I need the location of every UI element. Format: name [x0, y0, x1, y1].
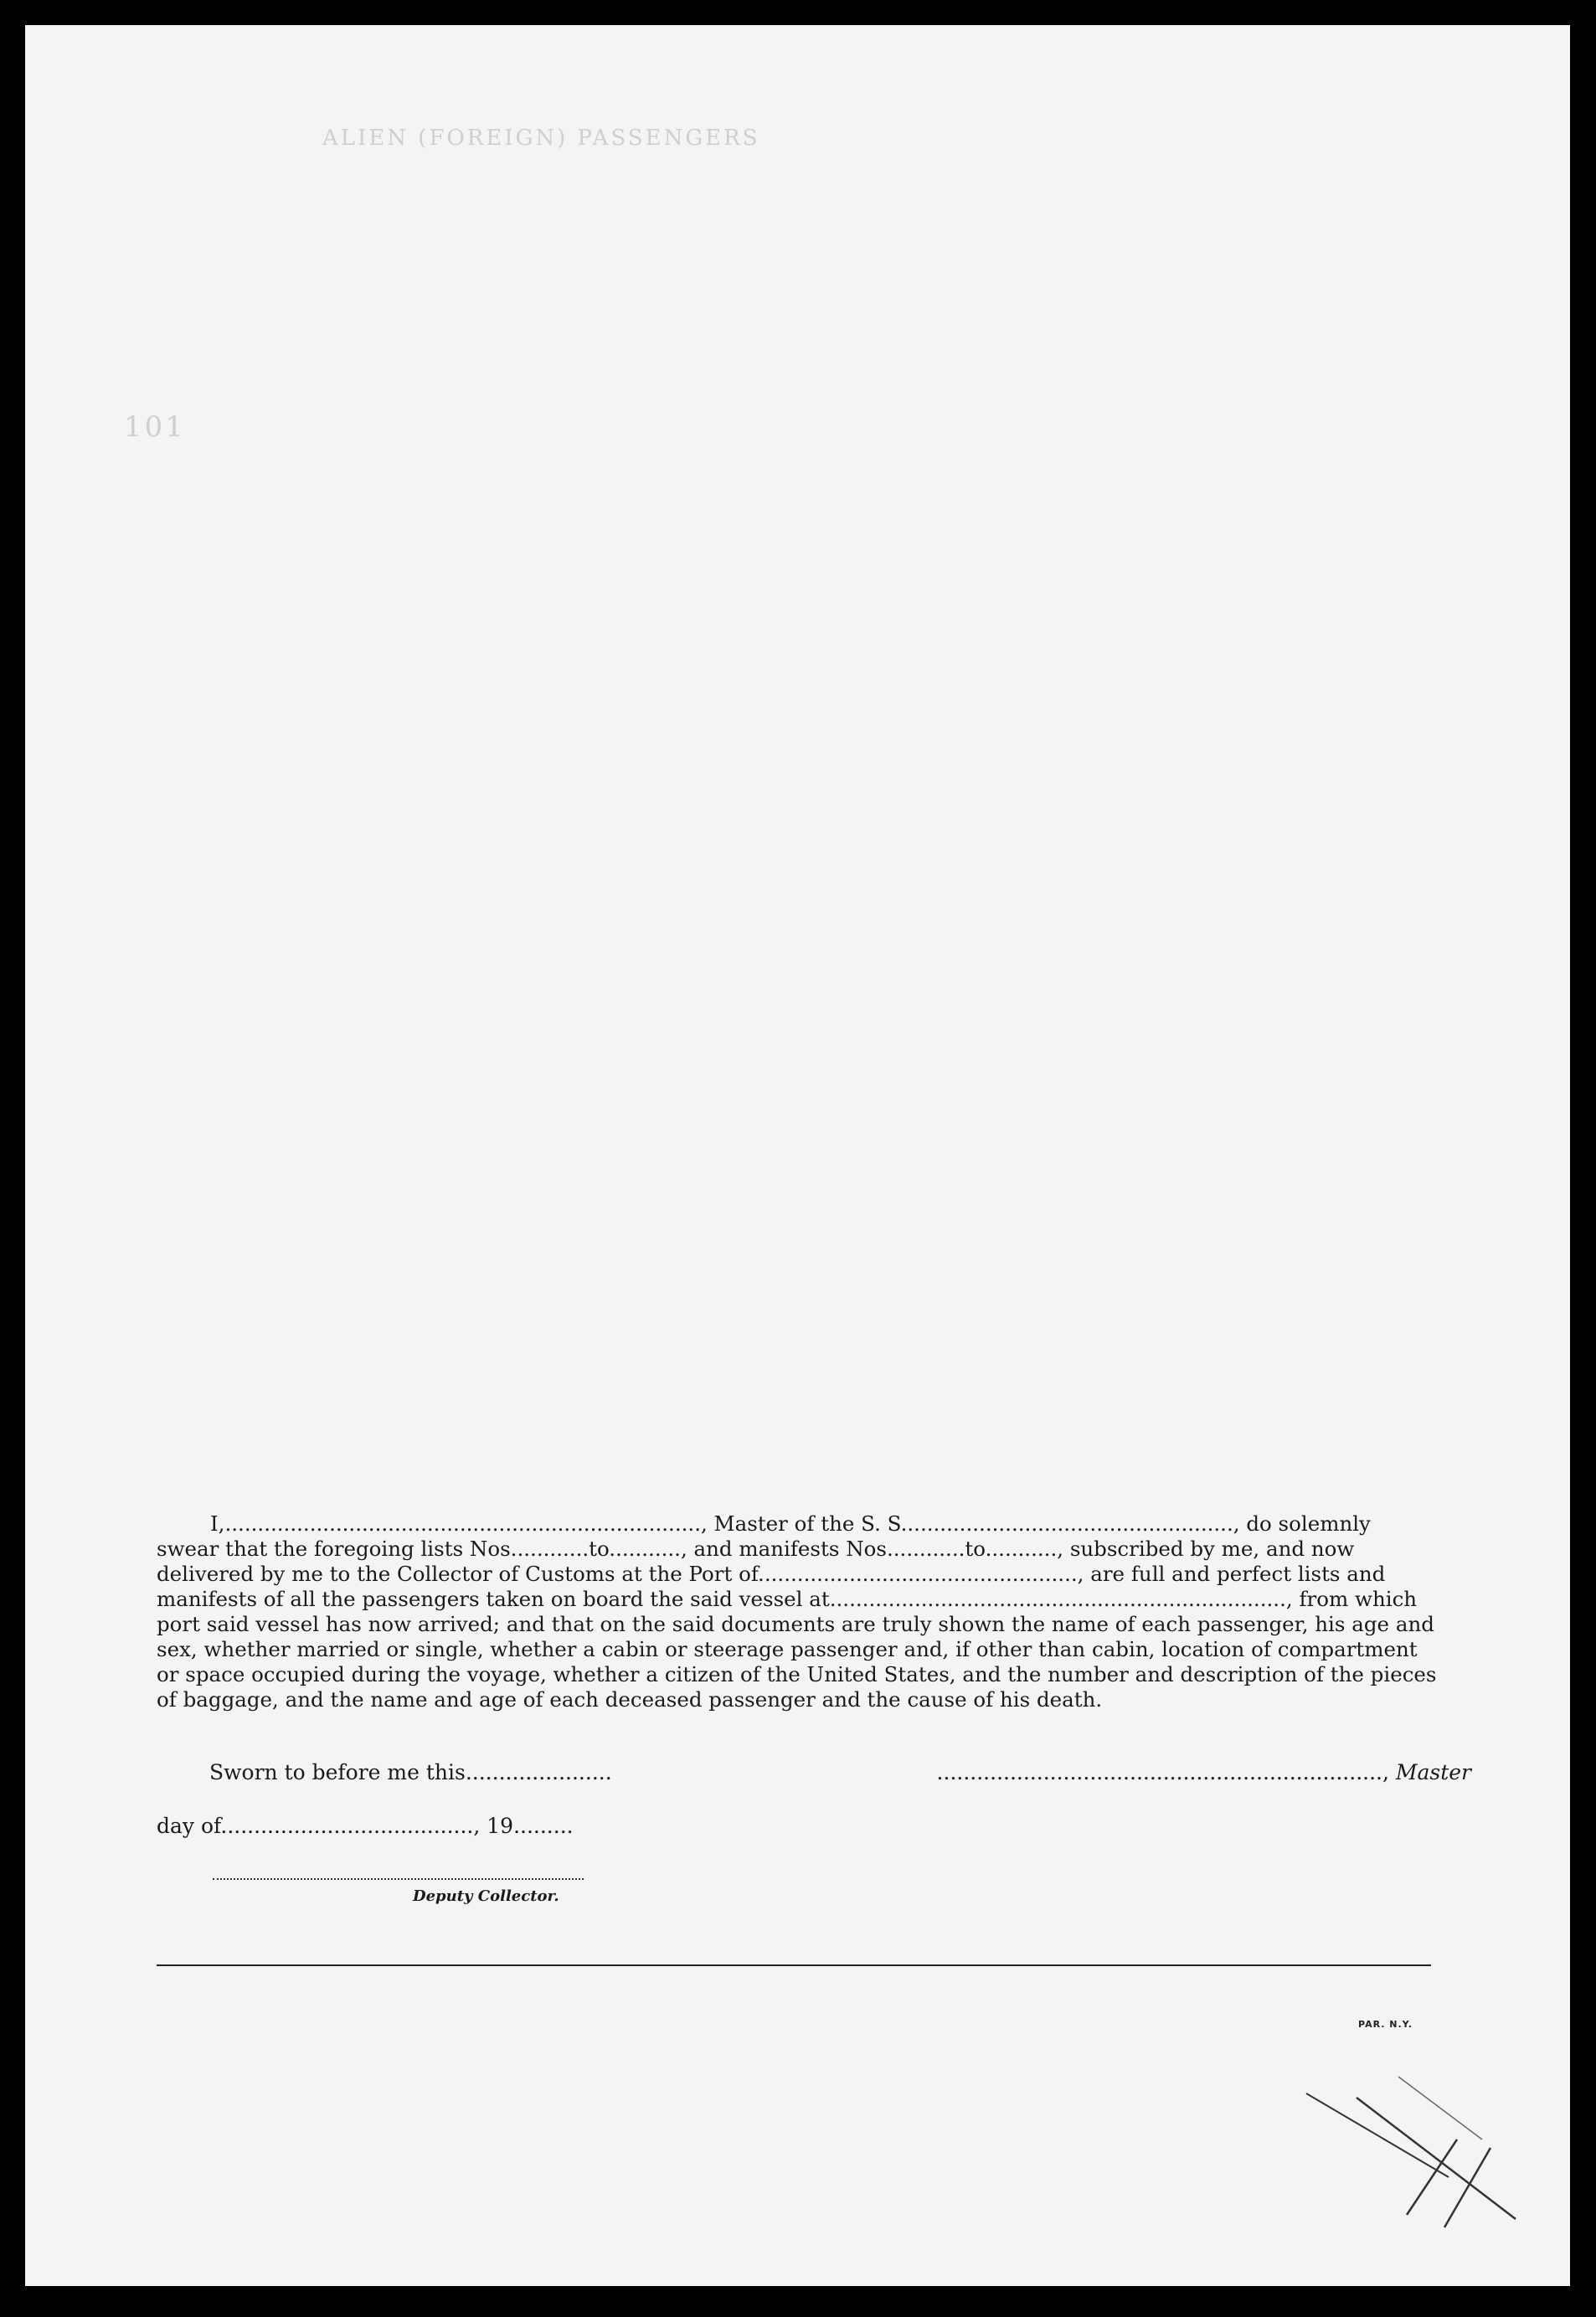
oath-paragraph — [157, 1511, 1459, 1712]
handwritten-mark — [1298, 2060, 1549, 2253]
deputy-collector-label: Deputy Collector. — [413, 1887, 559, 1905]
deputy-signature-line — [213, 1878, 584, 1880]
oath-line: swear that the foregoing lists Nos............to..........., and manifests Nos............to..........., subscribed by me, and now — [157, 1537, 1355, 1561]
horizontal-rule — [157, 1964, 1431, 1966]
document-page — [25, 25, 1570, 2286]
master-label: Master — [1395, 1760, 1471, 1784]
master-signature-line — [937, 1760, 1471, 1784]
oath-line: delivered by me to the Collector of Customs at the Port of................................................., are full and perfect lists and — [157, 1562, 1386, 1586]
oath-line: I,........................................................................., Master of the S. S..................................................., do solemnly — [210, 1511, 1371, 1536]
oath-line: sex, whether married or single, whether a cabin or steerage passenger and, if other than cabin, location of compartment — [157, 1637, 1418, 1661]
faint-page-number: 101 — [124, 410, 186, 444]
oath-line: or space occupied during the voyage, whether a citizen of the United States, and the number and description of the pieces — [157, 1662, 1437, 1686]
faint-bleed-through-heading: ALIEN (FOREIGN) PASSENGERS — [322, 126, 760, 151]
oath-line: manifests of all the passengers taken on board the said vessel at......................................................................, from which — [157, 1587, 1418, 1611]
master-signature-dots: ..................................................................., — [936, 1760, 1396, 1784]
oath-line: port said vessel has now arrived; and that on the said documents are truly shown the name of each passenger, his age and — [157, 1612, 1434, 1636]
oath-line: of baggage, and the name and age of each deceased passenger and the cause of his death. — [157, 1687, 1103, 1712]
printer-mark: PAR. N.Y. — [1358, 2019, 1413, 2030]
sworn-before-me-line: Sworn to before me this...................... — [209, 1760, 612, 1784]
day-of-line: day of......................................, 19......... — [157, 1814, 574, 1838]
